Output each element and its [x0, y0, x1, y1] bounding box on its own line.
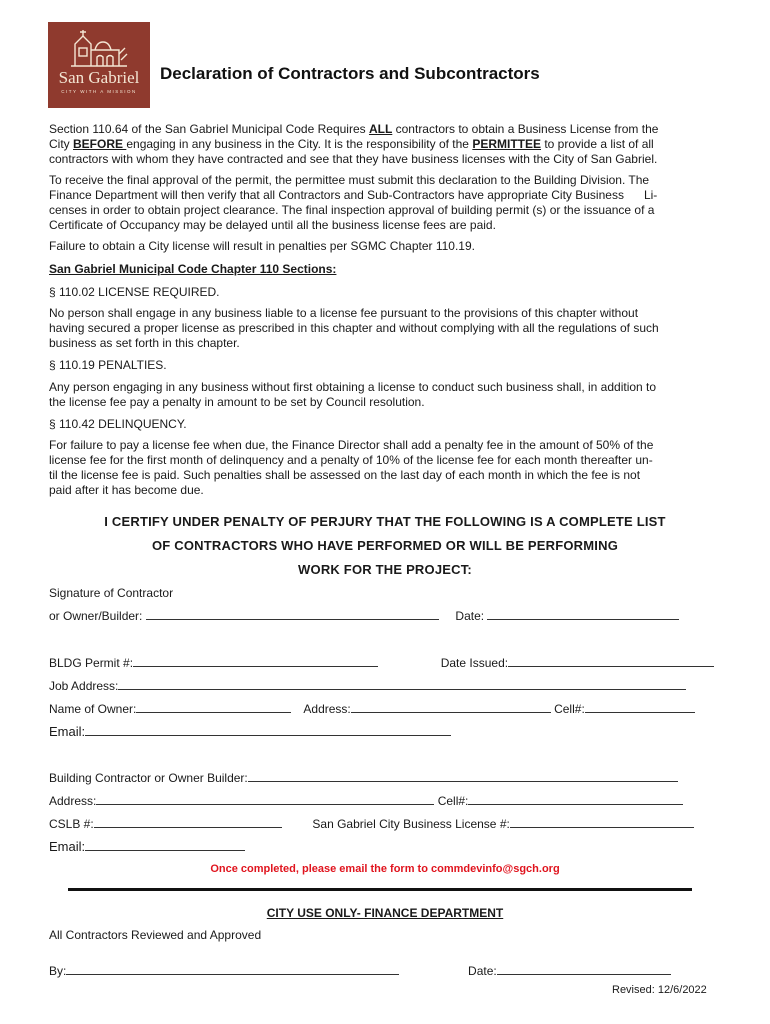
reviewed-label: All Contractors Reviewed and Approved — [49, 928, 262, 942]
code-heading: San Gabriel Municipal Code Chapter 110 Sections: — [49, 262, 337, 276]
certify-line-2: OF CONTRACTORS WHO HAVE PERFORMED OR WILL BE PERFORMING — [152, 538, 618, 553]
date-issued-field[interactable] — [508, 655, 714, 667]
penalty-note: Failure to obtain a City license will result in penalties per SGMC Chapter 110.19. — [49, 239, 475, 253]
builder-field[interactable] — [248, 770, 678, 782]
section-110-02-heading: § 110.02 LICENSE REQUIRED. — [49, 285, 220, 299]
city-use-heading: CITY USE ONLY- FINANCE DEPARTMENT — [266, 906, 504, 920]
job-address-field[interactable] — [118, 678, 686, 690]
owner-email-row: Email: — [49, 724, 451, 739]
approval-paragraph: To receive the final approval of the permit, the permittee must submit this declaration to the Building Division. The Finance Department will then verify that all Contractors and Sub-Contractors have appropriate City Business Li- censes in order to obtain project clearance. The final inspection approval of building permit (s) or the issuance of a Certificate of Occupancy may be delayed until all the business license fees are paid. — [49, 173, 658, 232]
email-instructions: Once completed, please email the form to commdevinfo@sgch.org — [210, 863, 560, 875]
certify-line-1: I CERTIFY UNDER PENALTY OF PERJURY THAT THE FOLLOWING IS A COMPLETE LIST — [104, 514, 666, 529]
section-110-42-heading: § 110.42 DELINQUENCY. — [49, 417, 187, 431]
revised-date: Revised: 12/6/2022 — [612, 984, 707, 996]
job-address-row: Job Address: — [49, 678, 686, 694]
city-license-field[interactable] — [510, 816, 694, 828]
mission-building-icon — [69, 26, 129, 68]
approval-date-field[interactable] — [497, 963, 671, 975]
signature-date-field[interactable] — [487, 608, 679, 620]
builder-email-row: Email: — [49, 839, 245, 854]
intro-paragraph: Section 110.64 of the San Gabriel Municipal Code Requires ALL contractors to obtain a Business License from the City BEFORE engaging in any business in the City. It is the responsibility of the PERMITTEE to provide a list of all contractors with whom they have contracted and see that they have business licenses with the City of San Gabriel. — [49, 122, 659, 166]
section-110-19-text: Any person engaging in any business without first obtaining a license to conduct such business shall, in addition to the license fee pay a penalty in amount to be set by Council resolution. — [49, 380, 657, 409]
owner-row: Name of Owner: Address: Cell#: — [49, 701, 695, 717]
signature-row: or Owner/Builder: Date: — [49, 608, 679, 624]
cslb-field[interactable] — [94, 816, 282, 828]
logo-city-name: San Gabriel — [58, 68, 140, 87]
owner-address-field[interactable] — [351, 701, 551, 713]
certify-line-3: WORK FOR THE PROJECT: — [298, 562, 472, 577]
builder-row: Building Contractor or Owner Builder: — [49, 770, 678, 786]
license-row: CSLB #: San Gabriel City Business License #: — [49, 816, 694, 832]
section-110-02-text: No person shall engage in any business liable to a license fee pursuant to the provisions of this chapter without having secured a proper license as prescribed in this chapter and without complying with all the regulations of such business as set forth in this chapter. — [49, 306, 659, 350]
signature-label: Signature of Contractor — [49, 586, 174, 600]
builder-cell-field[interactable] — [468, 793, 683, 805]
signature-field[interactable] — [146, 608, 439, 620]
permit-row: BLDG Permit #: Date Issued: — [49, 655, 714, 671]
builder-address-row: Address: Cell#: — [49, 793, 683, 809]
bldg-permit-field[interactable] — [133, 655, 378, 667]
approval-row: By: Date: — [49, 963, 671, 979]
owner-email-field[interactable] — [85, 724, 451, 736]
section-110-19-heading: § 110.19 PENALTIES. — [49, 358, 167, 372]
builder-address-field[interactable] — [96, 793, 434, 805]
logo-tagline: CITY WITH A MISSION — [61, 89, 137, 94]
page-title: Declaration of Contractors and Subcontractors — [160, 64, 540, 83]
approved-by-field[interactable] — [66, 963, 399, 975]
divider — [68, 888, 692, 891]
owner-cell-field[interactable] — [585, 701, 695, 713]
section-110-42-text: For failure to pay a license fee when due, the Finance Director shall add a penalty fee in the amount of 50% of the license fee for the first month of delinquency and a penalty of 10% of the license fee for each month thereafter un- til the license fee is paid. Such penalties shall be assessed on the last day of each month in which the fee is not paid after it has become due. — [49, 438, 654, 497]
city-logo — [48, 22, 150, 108]
builder-email-field[interactable] — [85, 839, 245, 851]
owner-name-field[interactable] — [136, 701, 291, 713]
